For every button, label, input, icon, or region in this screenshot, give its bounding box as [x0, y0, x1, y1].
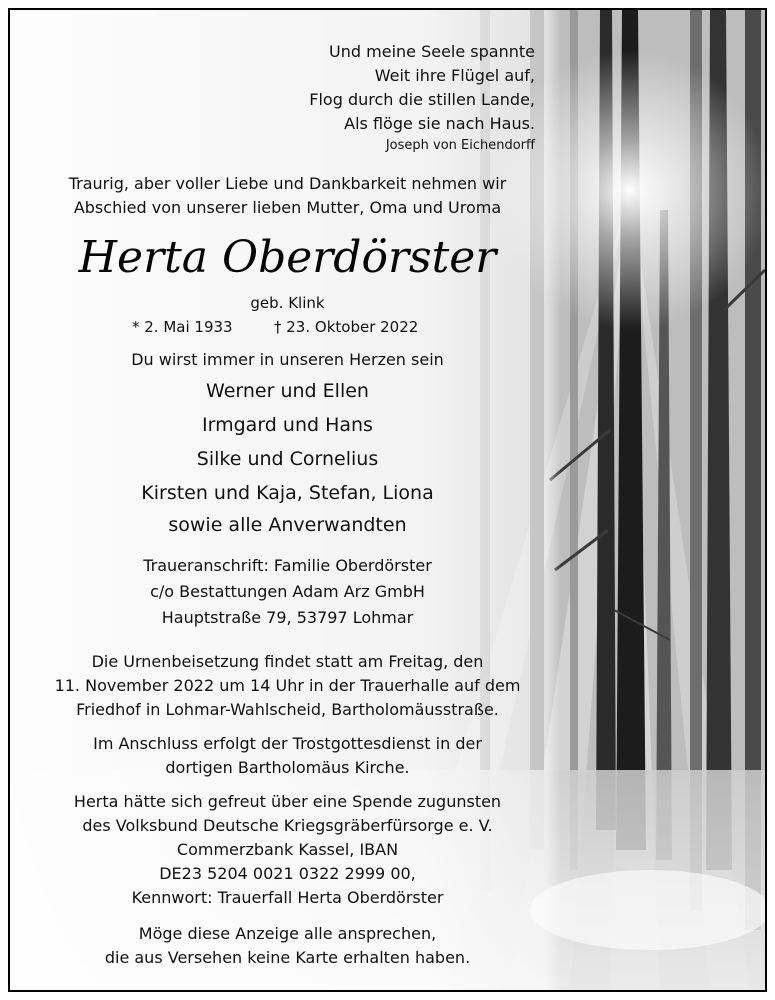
address-line: Traueranschrift: Familie Oberdörster	[143, 556, 432, 575]
burial-line: Die Urnenbeisetzung findet statt am Freitag, den	[91, 652, 484, 671]
poem-line: Weit ihre Flügel auf,	[374, 66, 535, 85]
maiden-name: geb. Klink	[250, 294, 325, 312]
intro-line: Traurig, aber voller Liebe und Dankbarkeit nehmen wir	[68, 174, 507, 193]
donation-line: Kennwort: Trauerfall Herta Oberdörster	[131, 888, 444, 907]
closing-line: die aus Versehen keine Karte erhalten haben.	[104, 948, 471, 967]
address-line: Hauptstraße 79, 53797 Lohmar	[161, 608, 414, 627]
mourner-line: sowie alle Anverwandten	[168, 514, 407, 536]
death-date: † 23. Oktober 2022	[274, 318, 419, 336]
donation-line: des Volksbund Deutsche Kriegsgräberfürsorge e. V.	[82, 816, 493, 835]
intro-line: Abschied von unserer lieben Mutter, Oma und Uroma	[73, 198, 502, 217]
donation-line: Commerzbank Kassel, IBAN	[176, 840, 399, 859]
obituary-notice	[8, 8, 767, 992]
heart-line: Du wirst immer in unseren Herzen sein	[131, 350, 444, 369]
donation-line: DE23 5204 0021 0322 2999 00,	[159, 864, 416, 883]
donation-line: Herta hätte sich gefreut über eine Spende zugunsten	[73, 792, 502, 811]
mourner-line: Silke und Cornelius	[196, 448, 379, 470]
mourner-line: Werner und Ellen	[206, 380, 369, 402]
poem-line: Und meine Seele spannte	[329, 42, 535, 61]
deceased-name: Herta Oberdörster	[78, 232, 497, 283]
mourner-line: Kirsten und Kaja, Stefan, Liona	[141, 482, 434, 504]
poem-line: Flog durch die stillen Lande,	[309, 90, 535, 109]
mourner-line: Irmgard und Hans	[202, 414, 373, 436]
address-line: c/o Bestattungen Adam Arz GmbH	[150, 582, 425, 601]
poem-line: Als flöge sie nach Haus.	[344, 114, 535, 133]
service-line: Im Anschluss erfolgt der Trostgottesdienst in der	[93, 734, 482, 753]
birth-date: * 2. Mai 1933	[132, 318, 233, 336]
poem-author: Joseph von Eichendorff	[385, 138, 535, 153]
burial-line: Friedhof in Lohmar-Wahlscheid, Bartholomäusstraße.	[76, 700, 499, 719]
burial-line: 11. November 2022 um 14 Uhr in der Trauerhalle auf dem	[54, 676, 521, 695]
service-line: dortigen Bartholomäus Kirche.	[165, 758, 410, 777]
closing-line: Möge diese Anzeige alle ansprechen,	[138, 924, 437, 943]
